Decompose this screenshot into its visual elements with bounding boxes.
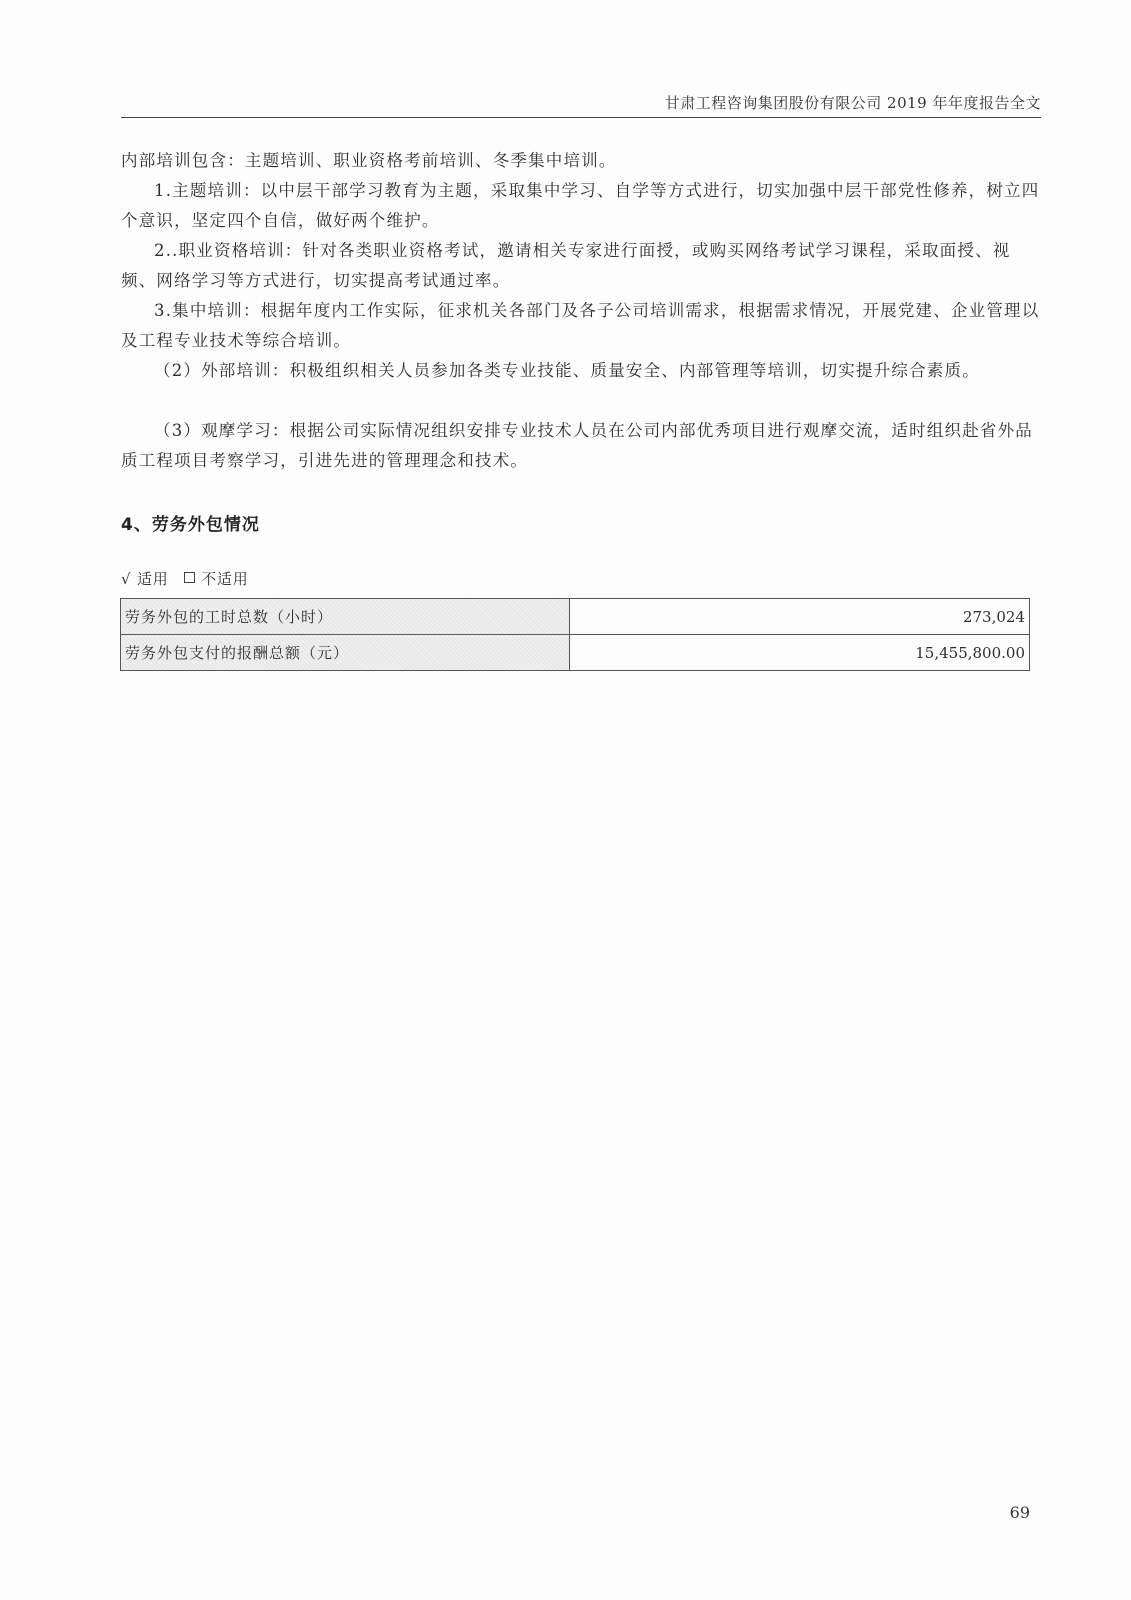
table-value-cell: 15,455,800.00	[570, 635, 1030, 671]
section-heading-labor-outsourcing: 4、劳务外包情况	[121, 515, 260, 535]
applicable-label: 适用	[136, 570, 169, 588]
paragraph-internal-training: 内部培训包含：主题培训、职业资格考前培训、冬季集中培训。	[121, 151, 617, 170]
empty-checkbox-icon	[184, 572, 195, 583]
paragraph-external-training: （2）外部培训：积极组织相关人员参加各类专业技能、质量安全、内部管理等培训，切实提升综合素质。	[154, 361, 980, 380]
paragraph-observation-learning: （3）观摩学习：根据公司实际情况组织安排专业技术人员在公司内部优秀项目进行观摩交流，适时组织赴省外品质工程项目考察学习，引进先进的管理理念和技术。	[121, 421, 1033, 470]
labor-outsourcing-table	[120, 598, 1030, 671]
paragraph-centralized-training: 3.集中培训：根据年度内工作实际，征求机关各部门及各子公司培训需求，根据需求情况，开展党建、企业管理以及工程专业技术等综合培训。	[121, 301, 1040, 350]
table-value-cell: 273,024	[570, 599, 1030, 635]
header-divider	[121, 117, 1041, 118]
paragraph-qualification-training: 2..职业资格培训：针对各类职业资格考试，邀请相关专家进行面授，或购买网络考试学习课程，采取面授、视频、网络学习等方式进行，切实提高考试通过率。	[121, 241, 1011, 290]
paragraph-topic-training: 1.主题培训：以中层干部学习教育为主题，采取集中学习、自学等方式进行，切实加强中层干部党性修养，树立四个意识，坚定四个自信，做好两个维护。	[121, 181, 1040, 230]
report-header-title: 甘肃工程咨询集团股份有限公司 2019 年年度报告全文	[664, 94, 1041, 112]
not-applicable-label: 不适用	[201, 570, 249, 588]
table-row	[121, 599, 1030, 635]
table-label-cell: 劳务外包支付的报酬总额（元）	[121, 635, 570, 671]
page-number: 69	[1009, 1503, 1030, 1522]
applicability-indicator	[121, 568, 249, 589]
table-label-cell: 劳务外包的工时总数（小时）	[121, 599, 570, 635]
check-mark-icon: √	[121, 570, 132, 588]
table-row	[121, 635, 1030, 671]
